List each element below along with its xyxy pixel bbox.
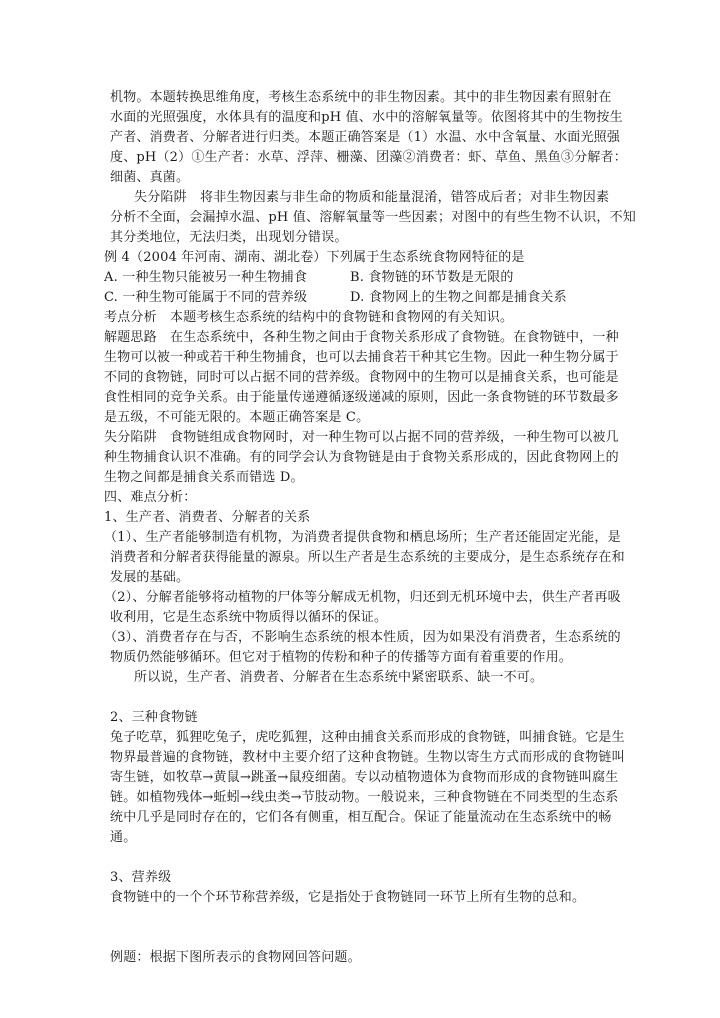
solution-line: 是五级，不可能无限的。本题正确答案是 C。 [104, 410, 370, 425]
relation-item-1-line: 消费者和分解者获得能量的源泉。所以生产者是生态系统的主要成分，是生态系统存在和 [110, 550, 625, 565]
relation-item-2-line: 收利用，它是生态系统中物质得以循环的保证。 [110, 610, 388, 625]
example4-option-d: D. 食物网上的生物之间都是捕食关系 [350, 290, 567, 305]
pitfall2-line: 失分陷阱 食物链组成食物网时，对一种生物可以占据不同的营养级，一种生物可以被几 [104, 430, 619, 445]
relation-item-1-line: 发展的基础。 [110, 570, 190, 585]
food-chain-line: 寄生链，如牧草→黄鼠→跳蚤→鼠疫细菌。专以动植物遗体为食物而形成的食物链叫腐生 [110, 770, 619, 785]
answer-paragraph-line: 细菌、真菌。 [110, 170, 190, 185]
subsection-2-heading: 2、三种食物链 [110, 710, 198, 725]
solution-line: 解题思路 在生态系统中，各种生物之间由于食物关系形成了食物链。在食物链中，一种 [104, 330, 619, 345]
solution-line: 食性相同的竞争关系。由于能量传递遵循逐级递减的原则，因此一条食物链的环节数最多 [104, 390, 619, 405]
food-chain-line: 链。如植物残体→蚯蚓→线虫类→节肢动物。一般说来，三种食物链在不同类型的生态系 [110, 790, 619, 805]
answer-paragraph-line: 产者、消费者、分解者进行归类。本题正确答案是（1）水温、水中含氧量、水面光照强 [110, 130, 621, 145]
section-4-heading: 四、难点分析： [104, 490, 197, 505]
relation-item-1-line: （1）、生产者能够制造有机物，为消费者提供食物和栖息场所；生产者还能固定光能，是 [104, 530, 621, 545]
pitfall-paragraph-line: 分析不全面，会漏掉水温、pH 值、溶解氧量等一些因素；对图中的有些生物不认识，不知 [110, 210, 636, 225]
pitfall2-line: 生物之间都是捕食关系而错选 D。 [104, 470, 304, 485]
food-chain-line: 兔子吃草，狐狸吃兔子，虎吃狐狸，这种由捕食关系而形成的食物链，叫捕食链。它是生 [110, 730, 625, 745]
pitfall-paragraph-line: 其分类地位，无法归类，出现划分错误。 [110, 230, 348, 245]
food-chain-line: 统中几乎是同时存在的，它们各有侧重，相互配合。保证了能量流动在生态系统中的畅 [110, 810, 612, 825]
pitfall2-line: 种生物捕食认识不准确。有的同学会认为食物链是由于食物关系形成的，因此食物网上的 [104, 450, 619, 465]
answer-paragraph-line: 水面的光照强度，水体具有的温度和pH 值、水中的溶解氧量等。依图将其中的生物按生 [110, 110, 623, 125]
example4-option-c: C. 一种生物可能属于不同的营养级 [104, 290, 308, 305]
relation-summary: 所以说，生产者、消费者、分解者在生态系统中紧密联系、缺一不可。 [134, 670, 544, 685]
answer-paragraph-line: 机物。本题转换思维角度，考核生态系统中的非生物因素。其中的非生物因素有照射在 [110, 90, 612, 105]
example4-title: 例 4（2004 年河南、湖南、湖北卷）下列属于生态系统食物网特征的是 [104, 250, 525, 265]
solution-line: 生物可以被一种或若干种生物捕食，也可以去捕食若干种其它生物。因此一种生物分属于 [104, 350, 619, 365]
example4-option-b: B. 食物链的环节数是无限的 [350, 270, 514, 285]
food-chain-line: 物界最普遍的食物链，教材中主要介绍了这种食物链。生物以寄生方式而形成的食物链叫 [110, 750, 625, 765]
food-chain-line: 通。 [110, 830, 137, 845]
subsection-3-heading: 3、营养级 [110, 870, 172, 885]
example4-option-a: A. 一种生物只能被另一种生物捕食 [104, 270, 308, 285]
example-question: 例题：根据下图所表示的食物网回答问题。 [110, 950, 361, 965]
relation-item-3-line: 物质仍然能够循环。但它对于植物的传粉和种子的传播等方面有着重要的作用。 [110, 650, 573, 665]
relation-item-3-line: （3）、消费者存在与否，不影响生态系统的根本性质，因为如果没有消费者，生态系统的 [104, 630, 621, 645]
answer-paragraph-line: 度、pH（2）①生产者：水草、浮萍、栅藻、团藻②消费者：虾、草鱼、黑鱼③分解者： [110, 150, 627, 165]
relation-item-2-line: （2）、分解者能够将动植物的尸体等分解成无机物，归还到无机环境中去，供生产者再吸 [104, 590, 621, 605]
pitfall-paragraph-line: 失分陷阱 将非生物因素与非生命的物质和能量混淆，错答成后者；对非生物因素 [134, 190, 610, 205]
exam-point-analysis: 考点分析 本题考核生态系统的结构中的食物链和食物网的有关知识。 [104, 310, 514, 325]
trophic-level-definition: 食物链中的一个个环节称营养级，它是指处于食物链同一环节上所有生物的总和。 [110, 890, 586, 905]
subsection-1-heading: 1、生产者、消费者、分解者的关系 [104, 510, 311, 525]
solution-line: 不同的食物链，同时可以占据不同的营养级。食物网中的生物可以是捕食关系，也可能是 [104, 370, 619, 385]
